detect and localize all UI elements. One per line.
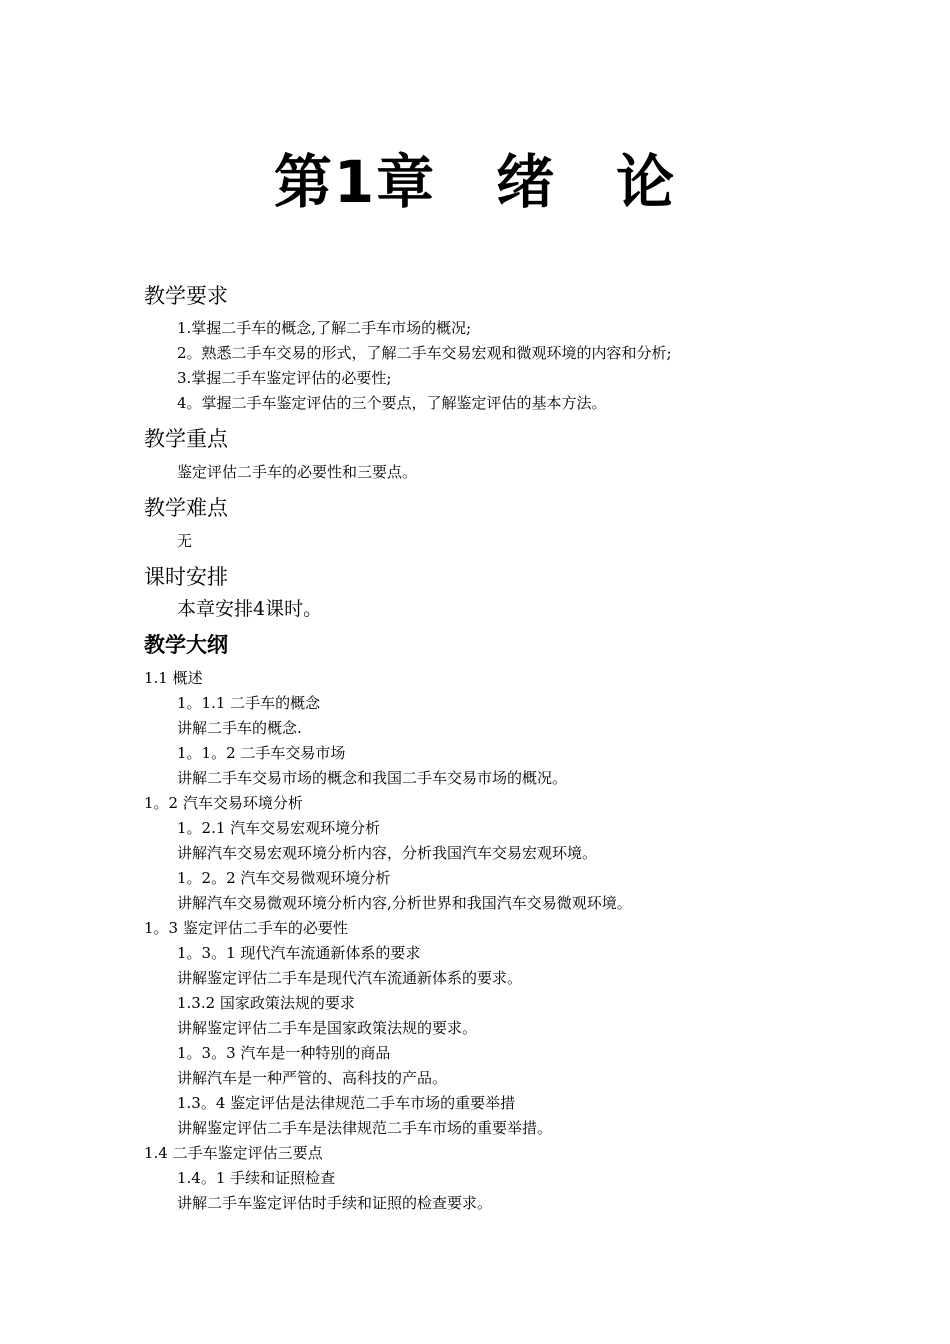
heading-schedule: 课时安排 (144, 565, 228, 589)
outline-description: 讲解二手车的概念. (177, 719, 302, 737)
heading-difficulties: 教学难点 (144, 496, 228, 520)
outline-description: 讲解二手车交易市场的概念和我国二手车交易市场的概况。 (177, 769, 568, 787)
outline-subsection: 1.4。1 手续和证照检查 (177, 1169, 336, 1187)
outline-subsection: 1。2.1 汽车交易宏观环境分析 (177, 819, 381, 837)
requirement-item: 3.掌握二手车鉴定评估的必要性; (177, 369, 392, 387)
outline-description: 讲解汽车交易宏观环境分析内容，分析我国汽车交易宏观环境。 (177, 844, 598, 862)
heading-key-points: 教学重点 (144, 427, 228, 451)
outline-subsection: 1。2。2 汽车交易微观环境分析 (177, 869, 391, 887)
outline-subsection: 1。1.1 二手车的概念 (177, 694, 321, 712)
outline-subsection: 1.3.2 国家政策法规的要求 (177, 994, 355, 1012)
heading-requirements: 教学要求 (144, 284, 228, 308)
outline-subsection: 1。3。3 汽车是一种特别的商品 (177, 1044, 391, 1062)
requirement-item: 1.掌握二手车的概念,了解二手车市场的概况; (177, 319, 472, 337)
outline-section: 1.4 二手车鉴定评估三要点 (144, 1144, 323, 1162)
chapter-title: 第1章 绪 论 (273, 148, 677, 216)
outline-description: 讲解鉴定评估二手车是现代汽车流通新体系的要求。 (177, 969, 523, 987)
outline-subsection: 1。1。2 二手车交易市场 (177, 744, 346, 762)
outline-description: 讲解汽车交易微观环境分析内容,分析世界和我国汽车交易微观环境。 (177, 894, 632, 912)
requirement-item: 2。熟悉二手车交易的形式，了解二手车交易宏观和微观环境的内容和分析; (177, 344, 672, 362)
outline-section: 1.1 概述 (144, 669, 203, 687)
outline-section: 1。3 鉴定评估二手车的必要性 (144, 919, 348, 937)
schedule-text: 本章安排4课时。 (177, 598, 323, 620)
outline-subsection: 1。3。1 现代汽车流通新体系的要求 (177, 944, 421, 962)
requirement-item: 4。掌握二手车鉴定评估的三个要点，了解鉴定评估的基本方法。 (177, 394, 607, 412)
outline-section: 1。2 汽车交易环境分析 (144, 794, 303, 812)
outline-description: 讲解二手车鉴定评估时手续和证照的检查要求。 (177, 1194, 493, 1212)
outline-description: 讲解鉴定评估二手车是国家政策法规的要求。 (177, 1019, 478, 1037)
outline-description: 讲解鉴定评估二手车是法律规范二手车市场的重要举措。 (177, 1119, 553, 1137)
key-points-text: 鉴定评估二手车的必要性和三要点。 (177, 463, 418, 481)
outline-description: 讲解汽车是一种严管的、高科技的产品。 (177, 1069, 448, 1087)
difficulties-text: 无 (177, 532, 193, 550)
heading-outline: 教学大纲 (144, 633, 228, 657)
outline-subsection: 1.3。4 鉴定评估是法律规范二手车市场的重要举措 (177, 1094, 516, 1112)
